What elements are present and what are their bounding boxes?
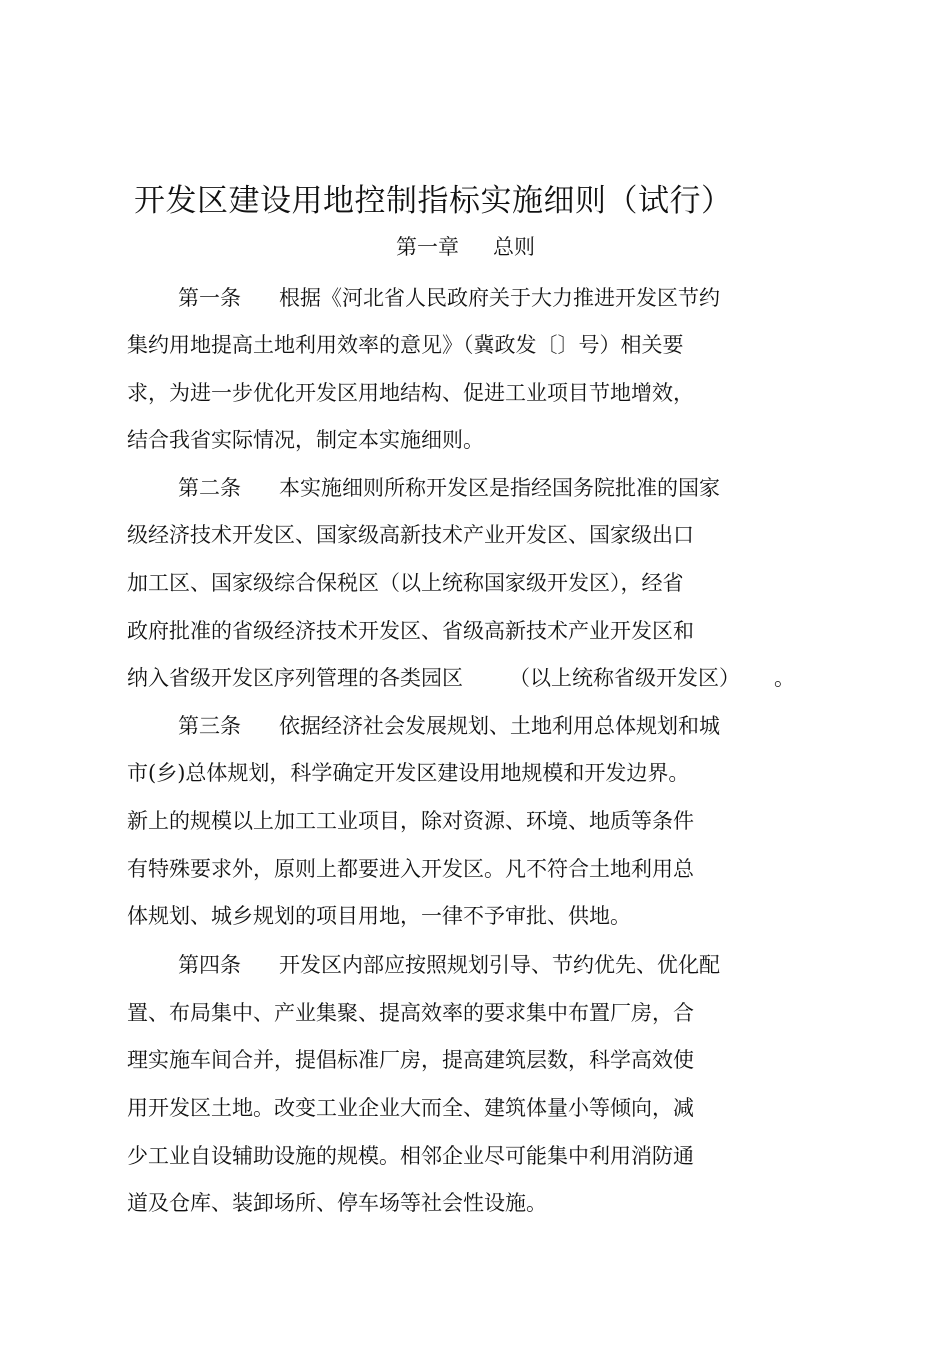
article-1-line-4: 结合我省实际情况，制定本实施细则。 <box>127 428 484 452</box>
chapter-number: 第一章 <box>396 235 459 259</box>
article-2-number: 第二条 <box>178 476 241 500</box>
article-2-line-5 <box>127 663 795 693</box>
article-3-line-1 <box>178 711 720 741</box>
article-4-line-4: 用开发区土地。改变工业企业大而全、建筑体量小等倾向，减 <box>127 1096 694 1120</box>
article-3-text: 依据经济社会发展规划、土地利用总体规划和城 <box>279 714 720 738</box>
article-4-line-5: 少工业自设辅助设施的规模。相邻企业尽可能集中利用消防通 <box>127 1144 694 1168</box>
article-1-number: 第一条 <box>178 286 241 310</box>
article-2-line-3: 加工区、国家级综合保税区（以上统称国家级开发区），经省 <box>127 571 684 595</box>
article-1-line-2: 集约用地提高土地利用效率的意见》（冀政发〔〕号）相关要 <box>127 333 684 357</box>
article-2-line-5-period: 。 <box>774 666 795 690</box>
article-1-text: 根据《河北省人民政府关于大力推进开发区节约 <box>279 286 720 310</box>
article-4-text: 开发区内部应按照规划引导、节约优先、优化配 <box>279 953 720 977</box>
article-1-line-1 <box>178 283 720 313</box>
article-2-line-2: 级经济技术开发区、国家级高新技术产业开发区、国家级出口 <box>127 523 694 547</box>
article-2-line-5-paren: （以上统称省级开发区） <box>509 666 740 690</box>
article-3-line-3: 新上的规模以上加工工业项目，除对资源、环境、地质等条件 <box>127 809 694 833</box>
article-2-line-4: 政府批准的省级经济技术开发区、省级高新技术产业开发区和 <box>127 619 694 643</box>
article-3-line-5: 体规划、城乡规划的项目用地，一律不予审批、供地。 <box>127 904 631 928</box>
article-4-line-2: 置、布局集中、产业集聚、提高效率的要求集中布置厂房，合 <box>127 1001 694 1025</box>
article-2-text: 本实施细则所称开发区是指经国务院批准的国家 <box>279 476 720 500</box>
article-2-line-5-text: 纳入省级开发区序列管理的各类园区 <box>127 666 463 690</box>
article-3-number: 第三条 <box>178 714 241 738</box>
article-3-line-2: 市(乡)总体规划，科学确定开发区建设用地规模和开发边界。 <box>127 761 690 785</box>
article-4-line-6: 道及仓库、装卸场所、停车场等社会性设施。 <box>127 1191 547 1215</box>
article-4-number: 第四条 <box>178 953 241 977</box>
article-4-line-3: 理实施车间合并，提倡标准厂房，提高建筑层数，科学高效使 <box>127 1048 694 1072</box>
article-4-line-1 <box>178 950 720 980</box>
article-1-line-3: 求，为进一步优化开发区用地结构、促进工业项目节地增效， <box>127 381 694 405</box>
chapter-name: 总则 <box>493 235 535 259</box>
article-3-line-4: 有特殊要求外，原则上都要进入开发区。凡不符合土地利用总 <box>127 857 694 881</box>
article-2-line-1 <box>178 473 720 503</box>
document-title: 开发区建设用地控制指标实施细则（试行） <box>134 183 733 219</box>
chapter-heading <box>396 232 535 262</box>
